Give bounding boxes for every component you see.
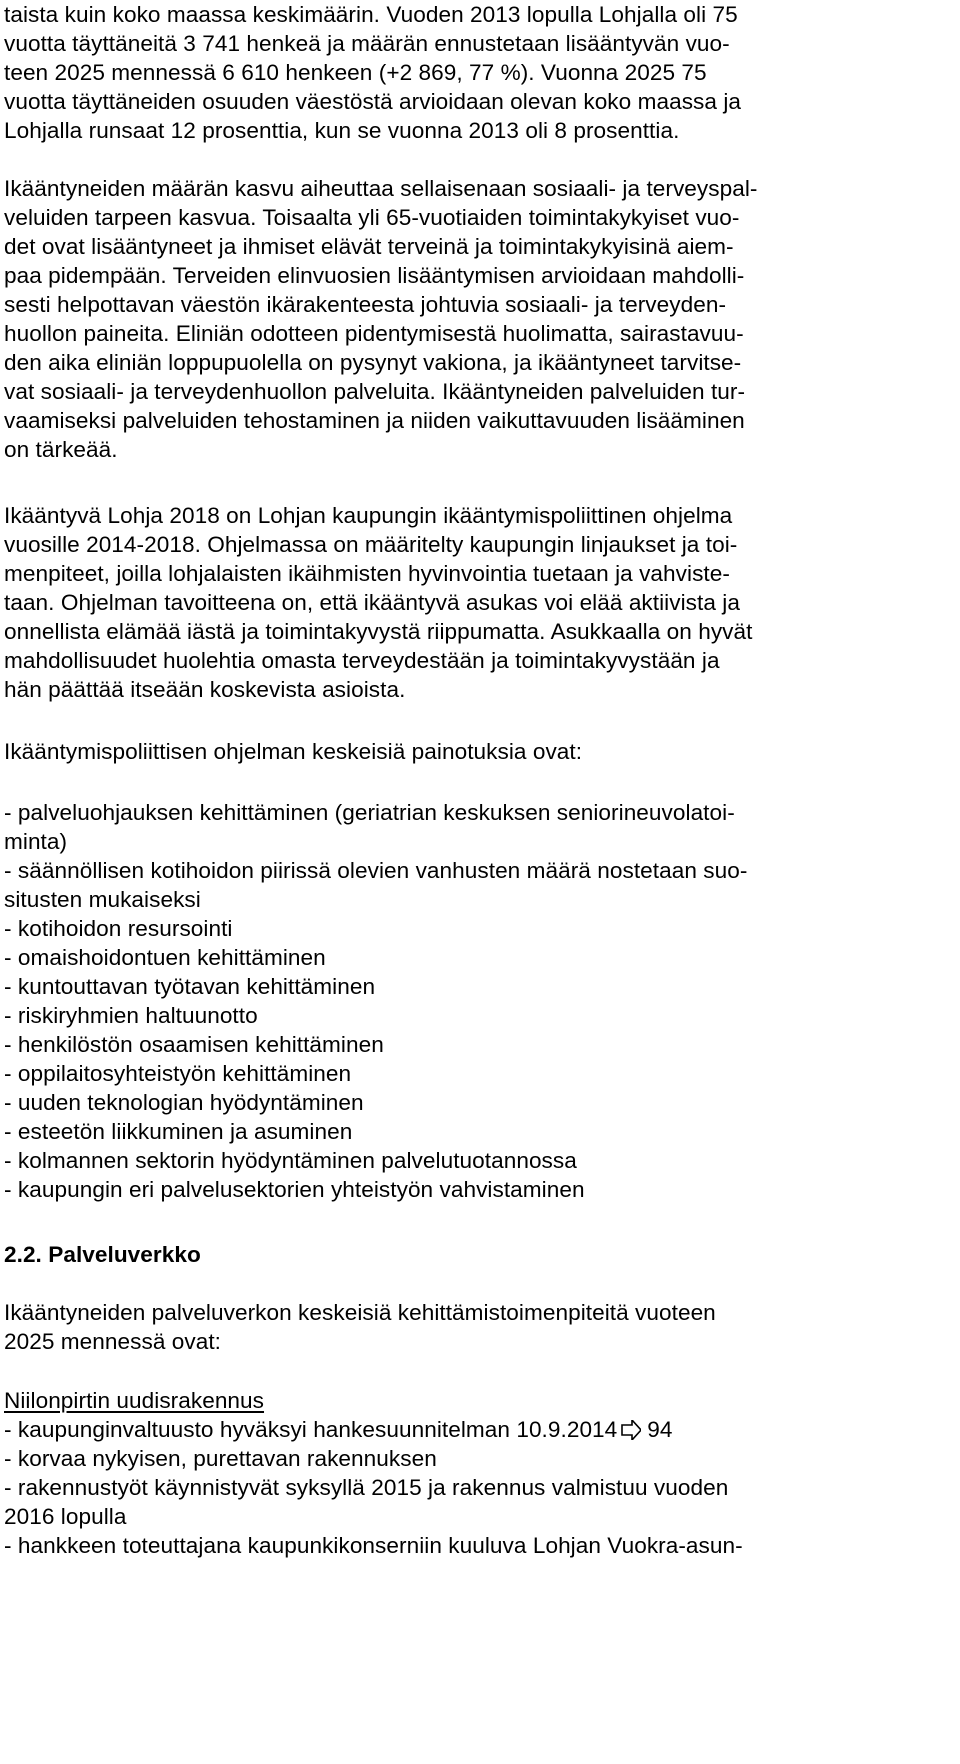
list-item: - henkilöstön osaamisen kehittäminen [4, 1032, 384, 1057]
list-item: - omaishoidontuen kehittäminen [4, 945, 326, 970]
paragraph-1-line: teen 2025 mennessä 6 610 henkeen (+2 869, 77 %). Vuonna 2025 75 [4, 60, 707, 85]
section-heading: 2.2. Palveluverkko [4, 1242, 201, 1267]
paragraph-3-line: taan. Ohjelman tavoitteena on, että ikääntyvä asukas voi elää aktiivista ja [4, 590, 740, 615]
subheading: Niilonpirtin uudisrakennus [4, 1388, 265, 1413]
paragraph-3-line: Ikääntyvä Lohja 2018 on Lohjan kaupungin ikääntymispoliittinen ohjelma [4, 503, 733, 528]
paragraph-2-line: paa pidempään. Terveiden elinvuosien lisääntymisen arvioidaan mahdolli- [4, 263, 745, 288]
paragraph-1-line: vuotta täyttäneiden osuuden väestöstä arvioidaan olevan koko maassa ja [4, 89, 742, 114]
list-item: - oppilaitosyhteistyön kehittäminen [4, 1061, 352, 1086]
arrow-right-icon [621, 1420, 641, 1440]
list-item: - uuden teknologian hyödyntäminen [4, 1090, 364, 1115]
paragraph-2-line: vaamiseksi palveluiden tehostaminen ja niiden vaikuttavuuden lisääminen [4, 408, 745, 433]
project-item: - korvaa nykyisen, purettavan rakennuksen [4, 1446, 437, 1471]
project-item: - rakennustyöt käynnistyvät syksyllä 2015 ja rakennus valmistuu vuoden [4, 1475, 729, 1500]
paragraph-1-line: vuotta täyttäneitä 3 741 henkeä ja määrän ennustetaan lisääntyvän vuo- [4, 31, 730, 56]
paragraph-3-line: onnellista elämää iästä ja toimintakyvystä riippumatta. Asukkaalla on hyvät [4, 619, 753, 644]
list-item: situsten mukaiseksi [4, 887, 201, 912]
project-item-continued: 2016 lopulla [4, 1504, 127, 1529]
paragraph-1-line: taista kuin koko maassa keskimäärin. Vuoden 2013 lopulla Lohjalla oli 75 [4, 2, 738, 27]
paragraph-3-line: vuosille 2014-2018. Ohjelmassa on määritelty kaupungin linjaukset ja toi- [4, 532, 738, 557]
paragraph-2-line: veluiden tarpeen kasvua. Toisaalta yli 65-vuotiaiden toimintakykyiset vuo- [4, 205, 740, 230]
paragraph-2-line: sesti helpottavan väestön ikärakenteesta johtuvia sosiaali- ja terveyden- [4, 292, 727, 317]
paragraph-2-line: huollon paineita. Eliniän odotteen pidentymisestä huolimatta, sairastavuu- [4, 321, 744, 346]
paragraph-2-line: vat sosiaali- ja terveydenhuollon palveluita. Ikääntyneiden palveluiden tur- [4, 379, 746, 404]
project-item-text: - kaupunginvaltuusto hyväksyi hankesuunnitelman 10.9.2014 [4, 1417, 618, 1442]
priorities-intro: Ikääntymispoliittisen ohjelman keskeisiä painotuksia ovat: [4, 739, 583, 764]
list-item: - palveluohjauksen kehittäminen (geriatrian keskuksen seniorineuvolatoi- [4, 800, 735, 825]
list-item: - kotihoidon resursointi [4, 916, 233, 941]
project-item-ref: 94 [647, 1417, 673, 1442]
section-intro-line: 2025 mennessä ovat: [4, 1329, 221, 1354]
paragraph-3-line: hän päättää itseään koskevista asioista. [4, 677, 406, 702]
paragraph-2-line: den aika eliniän loppupuolella on pysynyt vakiona, ja ikääntyneet tarvitse- [4, 350, 742, 375]
project-item [4, 1415, 673, 1445]
section-intro-line: Ikääntyneiden palveluverkon keskeisiä kehittämistoimenpiteitä vuoteen [4, 1300, 716, 1325]
paragraph-2-line: on tärkeää. [4, 437, 118, 462]
list-item: - kuntouttavan työtavan kehittäminen [4, 974, 376, 999]
paragraph-2-line: det ovat lisääntyneet ja ihmiset elävät terveinä ja toimintakykyisinä aiem- [4, 234, 734, 259]
paragraph-3-line: mahdollisuudet huolehtia omasta terveydestään ja toimintakyvystään ja [4, 648, 720, 673]
paragraph-2-line: Ikääntyneiden määrän kasvu aiheuttaa sellaisenaan sosiaali- ja terveyspal- [4, 176, 758, 201]
paragraph-3-line: menpiteet, joilla lohjalaisten ikäihmisten hyvinvointia tuetaan ja vahviste- [4, 561, 730, 586]
list-item: - säännöllisen kotihoidon piirissä olevien vanhusten määrä nostetaan suo- [4, 858, 748, 883]
project-item: - hankkeen toteuttajana kaupunkikonserniin kuuluva Lohjan Vuokra-asun- [4, 1533, 743, 1558]
paragraph-1-line: Lohjalla runsaat 12 prosenttia, kun se vuonna 2013 oli 8 prosenttia. [4, 118, 680, 143]
list-item: - kaupungin eri palvelusektorien yhteistyön vahvistaminen [4, 1177, 585, 1202]
list-item: - kolmannen sektorin hyödyntäminen palvelutuotannossa [4, 1148, 577, 1173]
list-item: minta) [4, 829, 68, 854]
list-item: - riskiryhmien haltuunotto [4, 1003, 258, 1028]
list-item: - esteetön liikkuminen ja asuminen [4, 1119, 353, 1144]
